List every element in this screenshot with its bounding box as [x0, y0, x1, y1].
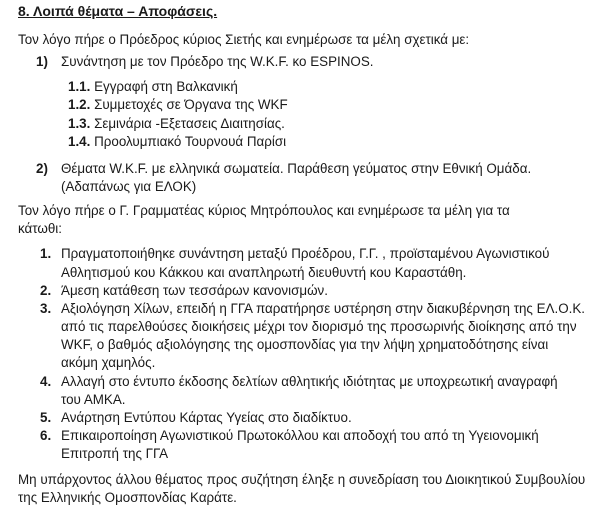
- item-line: Ανάρτηση Εντύπου Κάρτας Υγείας στο διαδίκτυο.: [61, 410, 352, 425]
- item-text-line-2: (Αδαπάνως για ΕΛΟΚ): [61, 179, 197, 194]
- secretary-intro-line-2: κάτωθι:: [18, 221, 62, 236]
- closing-line-2: της Ελληνικής Ομοσπονδίας Καράτε.: [18, 490, 237, 505]
- subitem-text: Προολυμπιακό Τουρνουά Παρίσι: [94, 134, 287, 149]
- item-line: Αλλαγή στο έντυπο έκδοσης δελτίων αθλητικής ιδιότητας με υποχρεωτική αναγραφή: [61, 374, 558, 389]
- item-number: 2): [36, 161, 48, 176]
- subitem-number: 1.4.: [68, 134, 91, 149]
- subitem-1-1: [68, 78, 238, 96]
- subitem-1-2: [68, 96, 288, 114]
- closing-line-1: Μη υπάρχοντος άλλου θέματος προς συζήτηση έληξε η συνεδρίαση του Διοικητικού Συμβουλίου: [18, 472, 586, 487]
- subitem-number: 1.1.: [68, 79, 91, 94]
- subitem-number: 1.2.: [68, 97, 91, 112]
- item-number: 6.: [40, 428, 52, 443]
- item-line: WKF, ο βαθμός αξιολόγησης της ομοσπονδίας για την λήψη χρηματοδότησης είναι: [61, 337, 549, 352]
- item-line: Άμεση κατάθεση των τεσσάρων κανονισμών.: [61, 283, 328, 298]
- section-heading: 8. Λοιπά θέματα – Αποφάσεις.: [18, 3, 218, 19]
- subitem-1-4: [68, 133, 286, 151]
- item-line: από τις παρελθούσες διοικήσεις μέχρι τον διορισμό της προσωρινής διοίκησης από την: [61, 319, 577, 334]
- item-number: 5.: [40, 410, 52, 425]
- item-line: Επικαιροποίηση Αγωνιστικού Πρωτοκόλλου και αποδοχή του από τη Υγειονομική: [61, 428, 539, 443]
- subitem-text: Εγγραφή στη Βαλκανική: [94, 79, 238, 94]
- item-text-line-1: Θέματα W.K.F. με ελληνικά σωματεία. Παράθεση γεύματος στην Εθνική Ομάδα.: [61, 161, 532, 176]
- item-line: Πραγματοποιήθηκε συνάντηση μεταξύ Προέδρου, Γ.Γ. , προϊσταμένου Αγωνιστικού: [61, 246, 550, 261]
- item-number: 3.: [40, 301, 52, 316]
- subitem-number: 1.3.: [68, 116, 91, 131]
- president-intro: Τον λόγο πήρε ο Πρόεδρος κύριος Σιετής και ενημέρωσε τα μέλη σχετικά με:: [18, 32, 470, 47]
- subitem-text: Συμμετοχές σε Όργανα της WKF: [94, 97, 288, 112]
- item-line: του ΑΜΚΑ.: [61, 392, 126, 407]
- subitem-text: Σεμινάρια -Εξετασεις Διαιτησίας.: [94, 116, 285, 131]
- item-line: ακόμη χαμηλός.: [61, 355, 156, 370]
- item-line: Αξιολόγηση Χίλων, επειδή η ΓΓΑ παρατήρησε υστέρηση στην διακυβέρνηση της ΕΛ.Ο.Κ.: [61, 301, 585, 316]
- item-line: Αθλητισμού κου Κάκκου και αναπληρωτή διευθυντή κου Καραστάθη.: [61, 265, 467, 280]
- item-number: 1): [36, 54, 48, 69]
- item-number: 2.: [40, 283, 52, 298]
- subitem-1-3: [68, 115, 285, 133]
- secretary-intro-line-1: Τον λόγο πήρε ο Γ. Γραμματέας κύριος Μητρόπουλος και ενημέρωσε τα μέλη για τα: [18, 203, 510, 218]
- item-text: Συνάντηση με τον Πρόεδρο της W.K.F. κο ESPINOS.: [61, 54, 374, 69]
- item-number: 1.: [40, 246, 52, 261]
- item-number: 4.: [40, 374, 52, 389]
- item-line: Επιτροπή της ΓΓΑ: [61, 446, 169, 461]
